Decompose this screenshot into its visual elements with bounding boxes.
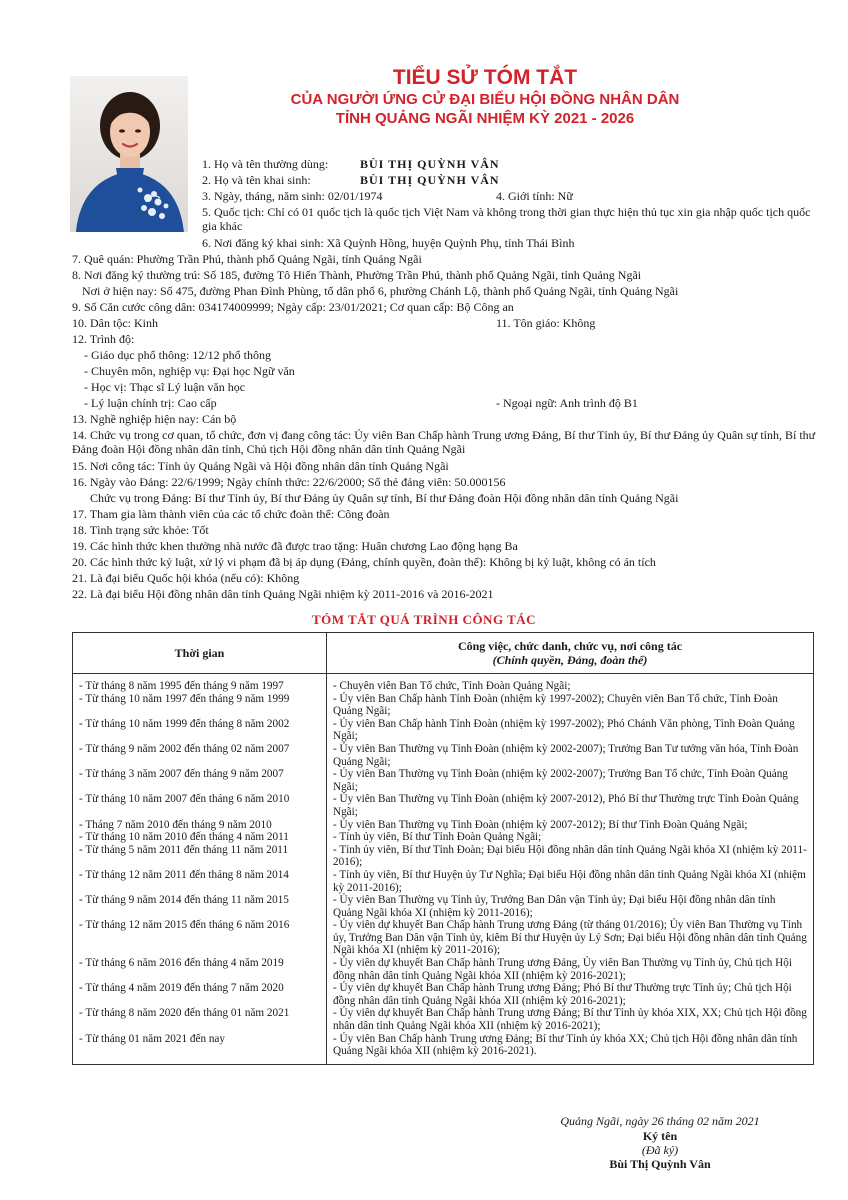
bio-ethnicity: 10. Dân tộc: Kinh (72, 316, 158, 330)
col-header-description-line2: (Chính quyền, Đảng, đoàn thể) (492, 653, 648, 667)
table-header-row (73, 633, 814, 674)
table-row (73, 674, 814, 693)
table-row (73, 844, 814, 869)
bio-nationality: 5. Quốc tịch: Chỉ có 01 quốc tịch là quốc tịch Việt Nam và không trong thời gian thực hiện thủ tục xin gia nhập quốc tịch quốc gia khác (202, 205, 811, 233)
document-subtitle-1: CỦA NGƯỜI ỨNG CỬ ĐẠI BIỂU HỘI ĐỒNG NHÂN DÂN (290, 91, 680, 108)
common-name-value: BÙI THỊ QUỲNH VÂN (360, 157, 500, 171)
portrait-photo (70, 76, 188, 232)
row-time: - Từ tháng 8 năm 1995 đến tháng 9 năm 1997 (73, 674, 327, 693)
row-time: - Từ tháng 01 năm 2021 đến nay (73, 1033, 327, 1065)
row-time: - Từ tháng 10 năm 1997 đến tháng 9 năm 1999 (73, 693, 327, 718)
table-row (73, 1007, 814, 1032)
row-time: - Từ tháng 12 năm 2015 đến tháng 6 năm 2016 (73, 919, 327, 957)
row-time: - Tháng 7 năm 2010 đến tháng 9 năm 2010 (73, 819, 327, 832)
row-description: - Tỉnh ủy viên, Bí thư Huyện ủy Tư Nghĩa; Đại biểu Hội đồng nhân dân tỉnh Quảng Ngãi khóa XI (nhiệm kỳ 2011-2016); (327, 869, 814, 894)
row-description: - Ủy viên Ban Thường vụ Tỉnh ủy, Trưởng Ban Dân vận Tỉnh ủy; Đại biểu Hội đồng nhân dân tỉnh Quảng Ngãi khóa XI (nhiệm kỳ 2011-2016); (327, 894, 814, 919)
bio-degree: - Học vị: Thạc sĩ Lý luận văn học (84, 380, 246, 394)
row-description: - Ủy viên Ban Chấp hành Tỉnh Đoàn (nhiệm kỳ 1997-2002); Chuyên viên Ban Tổ chức, Tỉnh Đoàn Quảng Ngãi; (327, 693, 814, 718)
common-name-label: 1. Họ và tên thường dùng: (202, 157, 329, 171)
bio-positions: 14. Chức vụ trong cơ quan, tổ chức, đơn vị đang công tác: Ủy viên Ban Chấp hành Trung ương Đảng, Bí thư Tỉnh ủy, Bí thư Đảng ủy Quân sự tỉnh, Bí thư Đảng đoàn Hội đồng nhân dân tỉnh, Chủ tịch Hội đồng nhân dân tỉnh Quảng Ngãi (72, 428, 816, 456)
portrait-illustration (70, 76, 188, 232)
bio-council-terms: 22. Là đại biểu Hội đồng nhân dân tỉnh Quảng Ngãi nhiệm kỳ 2011-2016 và 2016-2021 (72, 587, 494, 601)
bio-birth-registration: 6. Nơi đăng ký khai sinh: Xã Quỳnh Hồng, huyện Quỳnh Phụ, tỉnh Thái Bình (202, 236, 575, 250)
col-header-description (327, 633, 814, 674)
bio-discipline: 20. Các hình thức kỷ luật, xử lý vi phạm đã bị áp dụng (Đảng, chính quyền, đoàn thể): Không bị kỷ luật, không có án tích (72, 555, 656, 569)
row-description: - Ủy viên Ban Chấp hành Trung ương Đảng; Bí thư Tỉnh ủy khóa XX; Chủ tịch Hội đồng nhân dân tỉnh Quảng Ngãi khóa XII (nhiệm kỳ 2016-2021). (327, 1033, 814, 1065)
row-description: - Ủy viên Ban Thường vụ Tỉnh Đoàn (nhiệm kỳ 2007-2012), Phó Bí thư Thường trực Tỉnh Đoàn Quảng Ngãi; (327, 793, 814, 818)
bio-gender: 4. Giới tính: Nữ (496, 189, 573, 203)
row-time: - Từ tháng 8 năm 2020 đến tháng 01 năm 2021 (73, 1007, 327, 1032)
table-row (73, 819, 814, 832)
col-header-description-line1: Công việc, chức danh, chức vụ, nơi công tác (457, 639, 683, 653)
table-row (73, 693, 814, 718)
signature-name: Bùi Thị Quỳnh Vân (609, 1157, 711, 1171)
bio-party-admission: 16. Ngày vào Đảng: 22/6/1999; Ngày chính thức: 22/6/2000; Số thẻ đảng viên: 50.000156 (72, 475, 506, 489)
bio-education-heading: 12. Trình độ: (72, 332, 135, 346)
bio-party-positions: Chức vụ trong Đảng: Bí thư Tỉnh ủy, Bí thư Đảng ủy Quân sự tỉnh, Bí thư Đảng đoàn Hội đồng nhân dân tỉnh Quảng Ngãi (90, 491, 679, 505)
col-header-time: Thời gian (73, 633, 327, 674)
table-row (73, 919, 814, 957)
bio-health: 18. Tình trạng sức khỏe: Tốt (72, 523, 209, 537)
row-description: - Tỉnh ủy viên, Bí thư Tỉnh Đoàn; Đại biểu Hội đồng nhân dân tỉnh Quảng Ngãi khóa XI (nhiệm kỳ 2011-2016); (327, 844, 814, 869)
table-row (73, 768, 814, 793)
document-title: TIỂU SỬ TÓM TẮT (392, 66, 578, 89)
bio-organizations: 17. Tham gia làm thành viên của các tổ chức đoàn thể: Công đoàn (72, 507, 390, 521)
row-time: - Từ tháng 9 năm 2002 đến tháng 02 năm 2007 (73, 743, 327, 768)
bio-hometown: 7. Quê quán: Phường Trần Phú, thành phố Quảng Ngãi, tỉnh Quảng Ngãi (72, 252, 422, 266)
bio-current-address: Nơi ở hiện nay: Số 475, đường Phan Đình Phùng, tổ dân phố 6, phường Chánh Lộ, thành phố Quảng Ngãi, tỉnh Quảng Ngãi (82, 284, 679, 298)
row-time: - Từ tháng 6 năm 2016 đến tháng 4 năm 2019 (73, 957, 327, 982)
bio-foreign-language: - Ngoại ngữ: Anh trình độ B1 (496, 396, 638, 410)
row-time: - Từ tháng 4 năm 2019 đến tháng 7 năm 2020 (73, 982, 327, 1007)
row-description: - Ủy viên dự khuyết Ban Chấp hành Trung ương Đảng; Phó Bí thư Thường trực Tỉnh ủy; Chủ tịch Hội đồng nhân dân tỉnh Quảng Ngãi khóa XII (nhiệm kỳ 2016-2021); (327, 982, 814, 1007)
row-time: - Từ tháng 10 năm 2010 đến tháng 4 năm 2011 (73, 831, 327, 844)
row-time: - Từ tháng 5 năm 2011 đến tháng 11 năm 2011 (73, 844, 327, 869)
work-history-title: TÓM TẮT QUÁ TRÌNH CÔNG TÁC (311, 612, 537, 627)
row-description: - Ủy viên Ban Thường vụ Tỉnh Đoàn (nhiệm kỳ 2002-2007); Trưởng Ban Tư tưởng văn hóa, Tỉnh Đoàn Quảng Ngãi; (327, 743, 814, 768)
table-row (73, 957, 814, 982)
birth-name-value: BÙI THỊ QUỲNH VÂN (360, 173, 500, 187)
table-row (73, 894, 814, 919)
table-row (73, 869, 814, 894)
work-history-body (73, 674, 814, 1065)
bio-common-name (202, 157, 500, 171)
bio-awards: 19. Các hình thức khen thưởng nhà nước đã được trao tặng: Huân chương Lao động hạng Ba (72, 539, 518, 553)
table-row (73, 831, 814, 844)
bio-general-education: - Giáo dục phổ thông: 12/12 phổ thông (84, 348, 271, 362)
row-description: - Ủy viên Ban Thường vụ Tỉnh Đoàn (nhiệm kỳ 2002-2007); Trưởng Ban Tổ chức, Tỉnh Đoàn Quảng Ngãi; (327, 768, 814, 793)
row-description: - Ủy viên dự khuyết Ban Chấp hành Trung ương Đảng; Bí thư Tỉnh ủy khóa XIX, XX; Chủ tịch Hội đồng nhân dân tỉnh Quảng Ngãi khóa XII (nhiệm kỳ 2016-2021); (327, 1007, 814, 1032)
document-header (250, 66, 720, 128)
work-history-table (72, 632, 814, 1065)
bio-workplace: 15. Nơi công tác: Tỉnh ủy Quảng Ngãi và Hội đồng nhân dân tỉnh Quảng Ngãi (72, 459, 449, 473)
row-description: - Tỉnh ủy viên, Bí thư Tỉnh Đoàn Quảng Ngãi; (327, 831, 814, 844)
bio-religion: 11. Tôn giáo: Không (496, 316, 596, 330)
row-description: - Ủy viên Ban Chấp hành Tỉnh Đoàn (nhiệm kỳ 1997-2002); Phó Chánh Văn phòng, Tỉnh Đoàn Quảng Ngãi; (327, 718, 814, 743)
bio-birth-date: 3. Ngày, tháng, năm sinh: 02/01/1974 (202, 189, 383, 203)
signature-signed-note: (Đã ký) (641, 1143, 679, 1157)
row-time: - Từ tháng 3 năm 2007 đến tháng 9 năm 2007 (73, 768, 327, 793)
table-row (73, 982, 814, 1007)
bio-permanent-address: 8. Nơi đăng ký thường trú: Số 185, đường Tô Hiến Thành, Phường Trần Phú, thành phố Quảng Ngãi, tỉnh Quảng Ngãi (72, 268, 642, 282)
signature-place-date: Quảng Ngãi, ngày 26 tháng 02 năm 2021 (560, 1114, 760, 1128)
row-time: - Từ tháng 10 năm 1999 đến tháng 8 năm 2002 (73, 718, 327, 743)
row-time: - Từ tháng 12 năm 2011 đến tháng 8 năm 2014 (73, 869, 327, 894)
document-subtitle-2: TỈNH QUẢNG NGÃI NHIỆM KỲ 2021 - 2026 (335, 110, 635, 127)
bio-national-assembly: 21. Là đại biểu Quốc hội khóa (nếu có): Không (72, 571, 300, 585)
table-row (73, 718, 814, 743)
row-description: - Ủy viên dự khuyết Ban Chấp hành Trung ương Đảng (từ tháng 01/2016); Ủy viên Ban Thường vụ Tỉnh ủy, Trưởng Ban Dân vận Tỉnh ủy, kiêm Bí thư Huyện ủy Lý Sơn; Đại biểu Hội đồng nhân dân tỉnh Quảng Ngãi khóa XI (nhiệm kỳ 2011-2016); (327, 919, 814, 957)
row-time: - Từ tháng 9 năm 2014 đến tháng 11 năm 2015 (73, 894, 327, 919)
row-description: - Ủy viên dự khuyết Ban Chấp hành Trung ương Đảng, Ủy viên Ban Thường vụ Tỉnh ủy, Chủ tịch Hội đồng nhân dân tỉnh Quảng Ngãi khóa XII (nhiệm kỳ 2016-2021); (327, 957, 814, 982)
bio-occupation: 13. Nghề nghiệp hiện nay: Cán bộ (72, 412, 237, 426)
bio-profession: - Chuyên môn, nghiệp vụ: Đại học Ngữ văn (84, 364, 295, 378)
table-row (73, 793, 814, 818)
bio-id-card: 9. Số Căn cước công dân: 034174009999; Ngày cấp: 23/01/2021; Cơ quan cấp: Bộ Công an (72, 300, 514, 314)
table-row (73, 1033, 814, 1065)
table-row (73, 743, 814, 768)
bio-political-theory: - Lý luận chính trị: Cao cấp (84, 396, 217, 410)
row-description: - Chuyên viên Ban Tổ chức, Tỉnh Đoàn Quảng Ngãi; (327, 674, 814, 693)
birth-name-label: 2. Họ và tên khai sinh: (202, 173, 311, 187)
bio-birth-name (202, 173, 500, 187)
signature-label: Ký tên (642, 1129, 678, 1143)
row-time: - Từ tháng 10 năm 2007 đến tháng 6 năm 2010 (73, 793, 327, 818)
row-description: - Ủy viên Ban Thường vụ Tỉnh Đoàn (nhiệm kỳ 2007-2012); Bí thư Tỉnh Đoàn Quảng Ngãi; (327, 819, 814, 832)
